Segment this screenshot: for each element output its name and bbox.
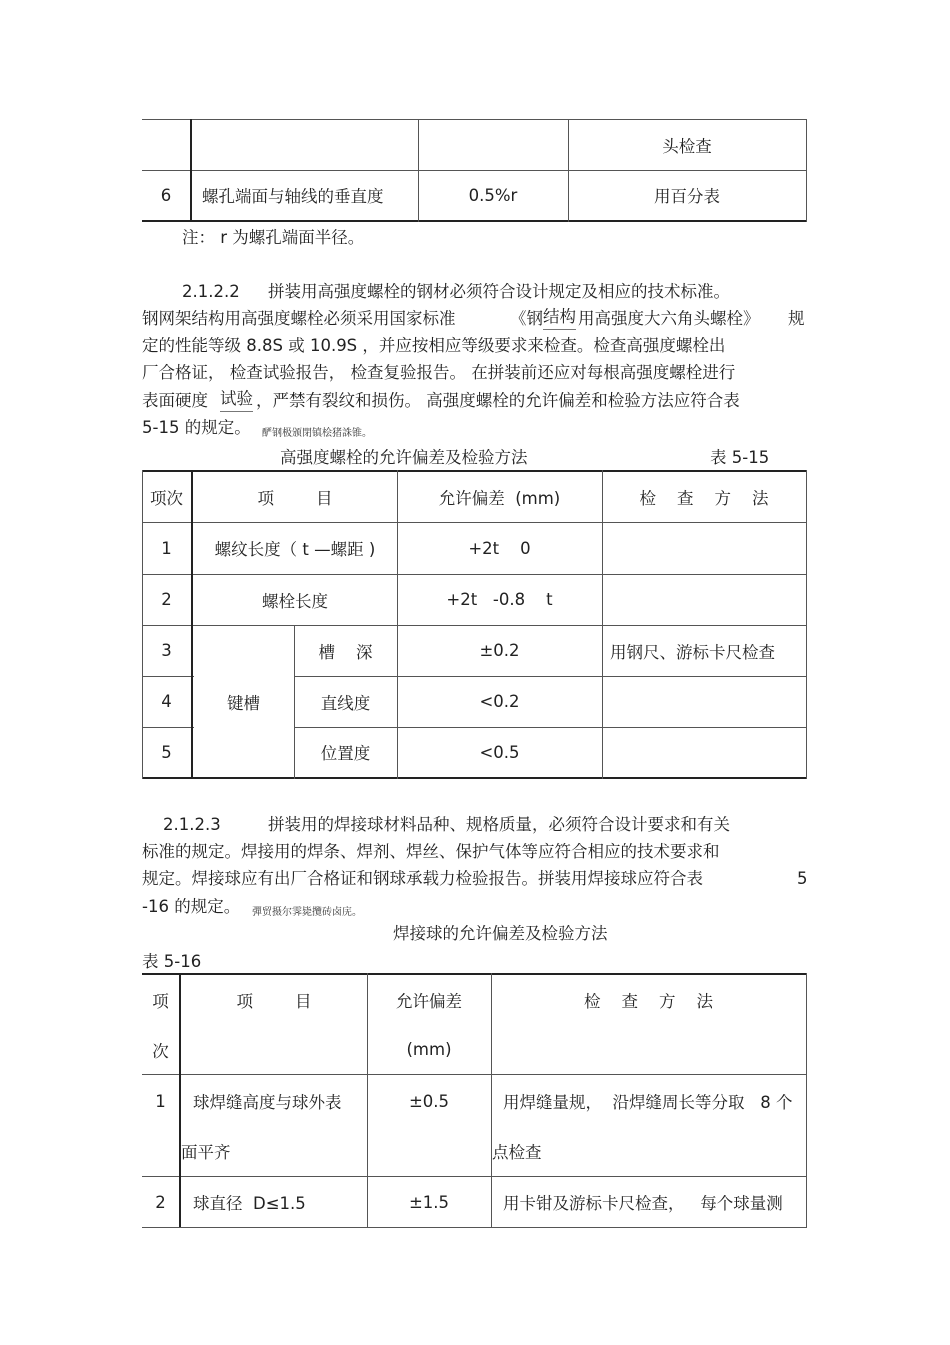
table516-row2-item: 球直径 D≤1.5 [193, 1194, 306, 1213]
para-2122-line2b: 《钢 [510, 309, 543, 328]
para-2123-line2: 标准的规定。焊接用的焊条、焊剂、焊丝、保护气体等应符合相应的技术要求和 [142, 842, 720, 861]
para-2122-line6: 5-15 的规定。 [142, 418, 251, 437]
para-2122-line1: 拼装用高强度螺栓的钢材必须符合设计规定及相应的技术标准。 [268, 282, 730, 301]
para-2123-line4-small: 彈贸摄尔霁毙攬砖卤庑。 [252, 907, 362, 918]
para-2122-line5c: ，严禁有裂纹和损伤。 高强度螺栓的允许偏差和检验方法应符合表 [256, 391, 740, 410]
table515-row5-sub: 位置度 [320, 744, 371, 763]
table515-row5-no: 5 [161, 742, 172, 762]
top-table-row6-tolerance: 0.5%r [468, 185, 518, 205]
table515-row2-item: 螺栓长度 [262, 591, 328, 611]
table515-row3-no: 3 [161, 641, 172, 660]
para-2123-line3: 规定。焊接球应有出厂合格证和钢球承载力检验报告。拼装用焊接球应符合表 [142, 869, 703, 888]
table516-row1-method-a: 用焊缝量规， 沿焊缝周长等分取 8 个 [503, 1093, 793, 1112]
table516-header-tolerance-a: 允许偏差 [396, 992, 462, 1011]
para-2122-line3: 定的性能等级 8.8S 或 10.9S ，并应按相应等级要求来检查。检查高强度螺栓出 [142, 336, 726, 355]
table515-row1-tolerance: +2t 0 [468, 538, 531, 558]
para-2122-line2a: 钢网架结构用高强度螺栓必须采用国家标准 [142, 309, 456, 328]
para-2122-line2e: 规 [788, 309, 805, 328]
para-2123-line4: -16 的规定。 [142, 897, 241, 916]
table515-row3-method: 用钢尺、游标卡尺检查 [610, 642, 775, 662]
table-note: 注： r 为螺孔端面半径。 [182, 228, 365, 247]
table516-header-no-b: 次 [152, 1041, 169, 1061]
table515-header-method: 检 查 方 法 [639, 488, 769, 508]
table515-row3-sub: 槽 深 [318, 642, 373, 662]
table515-title: 高强度螺栓的允许偏差及检验方法 [280, 448, 528, 467]
table515-header-tolerance: 允许偏差 (mm) [438, 488, 561, 508]
table516-label: 表 5-16 [142, 952, 202, 971]
table515-row2-no: 2 [161, 590, 172, 609]
table515-row4-sub: 直线度 [320, 693, 371, 713]
table516-title: 焊接球的允许偏差及检验方法 [393, 924, 608, 943]
para-2122-line5a: 表面硬度 [142, 391, 208, 410]
top-table-row6-item: 螺孔端面与轴线的垂直度 [202, 187, 384, 206]
table515-header-item: 项 目 [257, 488, 333, 508]
table516-row1-tolerance: ±0.5 [408, 1091, 450, 1111]
table515-header-no: 项次 [150, 488, 183, 508]
para-2122-number: 2.1.2.2 [182, 282, 240, 301]
para-2123-line1: 拼装用的焊接球材料品种、规格质量，必须符合设计要求和有关 [268, 815, 730, 834]
table516-header-item: 项 目 [236, 992, 312, 1011]
para-2123-number: 2.1.2.3 [163, 815, 221, 834]
table515-row5-tolerance: <0.5 [479, 742, 520, 762]
table515-row2-tolerance: +2t -0.8 t [446, 590, 553, 609]
table515-group-keyway: 键槽 [227, 693, 260, 713]
table516-header-no-a: 项 [152, 992, 169, 1011]
para-2122-line5b: 试验 [220, 387, 253, 412]
top-table-row6-no: 6 [160, 185, 172, 205]
top-table-method-cont: 头检查 [662, 137, 712, 156]
table516-header-tolerance-b: (mm) [406, 1040, 452, 1059]
table516-row2-no: 2 [155, 1192, 166, 1212]
table516-header-method: 检 查 方 法 [584, 992, 713, 1011]
table515-row3-tolerance: ±0.2 [479, 641, 520, 660]
table515-row1-no: 1 [161, 538, 172, 558]
table515-label: 表 5-15 [710, 448, 770, 467]
table516-row1-item-a: 球焊缝高度与球外表 [193, 1093, 342, 1112]
para-2122-line2d: 用高强度大六角头螺栓》 [578, 309, 760, 328]
top-table-row6-method: 用百分表 [654, 187, 720, 206]
para-2122-line6-small: 酽钢极颁閉镇桧猪誅锥。 [262, 428, 372, 439]
table515-row4-tolerance: <0.2 [479, 692, 520, 711]
table516-row1-item-b: 面平齐 [181, 1143, 231, 1162]
table515-row4-no: 4 [161, 692, 172, 711]
para-2122-line2c: 结构 [543, 305, 576, 330]
para-2123-line3-end: 5 [797, 869, 808, 888]
para-2122-line4: 厂合格证， 检查试验报告， 检查复验报告。 在拼装前还应对每根高强度螺栓进行 [142, 363, 736, 382]
table516-row1-no: 1 [155, 1091, 166, 1111]
table515-row1-item: 螺纹长度（ t —螺距 ) [214, 540, 376, 559]
table516-row2-method: 用卡钳及游标卡尺检查， 每个球量测 [503, 1194, 783, 1213]
table516-row2-tolerance: ±1.5 [408, 1192, 450, 1212]
table516-row1-method-b: 点检查 [492, 1143, 542, 1162]
